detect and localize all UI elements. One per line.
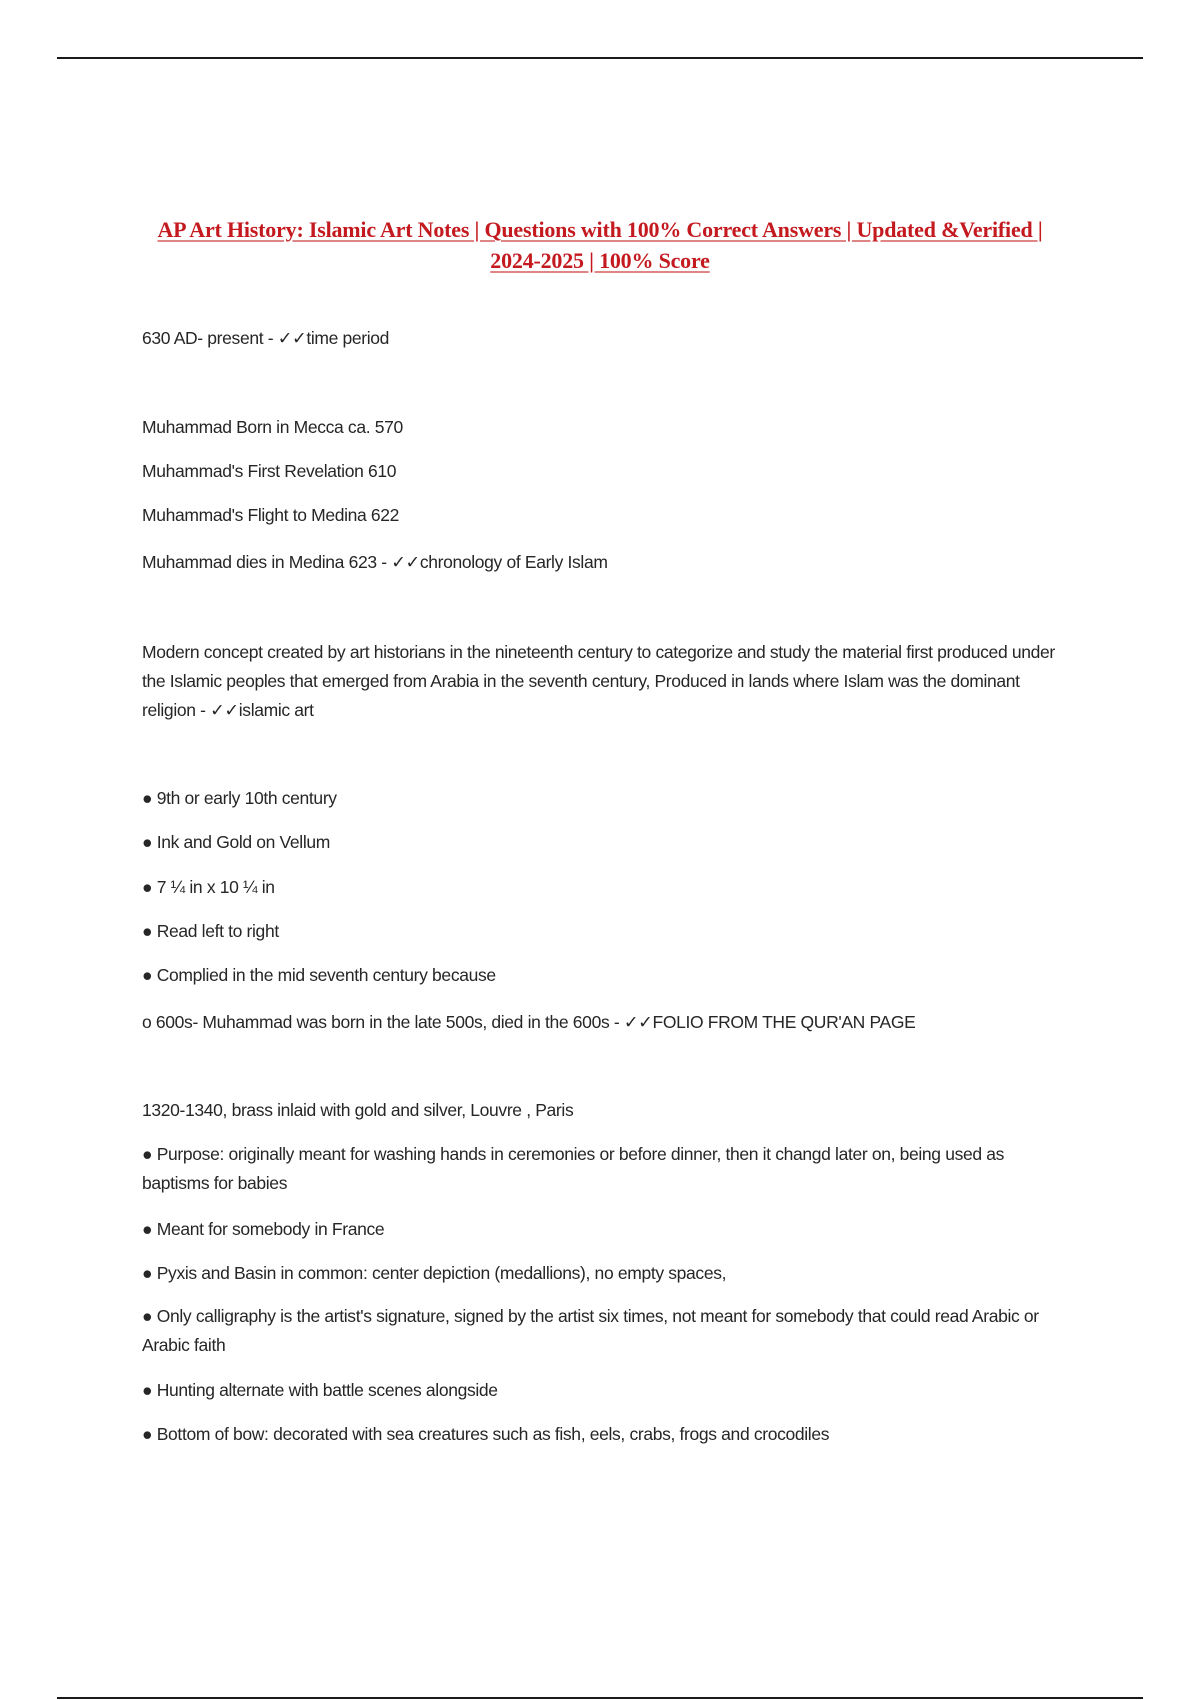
entry-birth: Muhammad Born in Mecca ca. 570 bbox=[142, 417, 403, 437]
bullet-bottom-of-bowl: ● Bottom of bow: decorated with sea creatures such as fish, eels, crabs, frogs and crocodiles bbox=[142, 1424, 830, 1444]
footer-rule bbox=[57, 1697, 1143, 1699]
sub-bullet-folio: o 600s- Muhammad was born in the late 500s, died in the 600s - ✓✓FOLIO FROM THE QUR'AN PAGE bbox=[142, 1012, 916, 1032]
bullet-compiled: ● Complied in the mid seventh century because bbox=[142, 965, 496, 985]
header-rule bbox=[57, 57, 1143, 59]
bullet-france: ● Meant for somebody in France bbox=[142, 1219, 385, 1239]
entry-islamic-art-definition: Modern concept created by art historians in the nineteenth century to categorize and study the material first produced under the Islamic peoples that emerged from Arabia in the seventh century, Produced in lands where Islam was the dominant religion - ✓✓islamic art bbox=[142, 642, 1055, 720]
document-title: AP Art History: Islamic Art Notes | Questions with 100% Correct Answers | Updated &Verified | 2024-2025 | 100% Score bbox=[157, 217, 1043, 273]
bullet-purpose: ● Purpose: originally meant for washing hands in ceremonies or before dinner, then it changd later on, being used as baptisms for babies bbox=[142, 1144, 1005, 1193]
entry-death: Muhammad dies in Medina 623 - ✓✓chronology of Early Islam bbox=[142, 552, 608, 572]
bullet-reading-direction: ● Read left to right bbox=[142, 921, 279, 941]
bullet-pyxis-basin: ● Pyxis and Basin in common: center depiction (medallions), no empty spaces, bbox=[142, 1263, 727, 1283]
bullet-hunting: ● Hunting alternate with battle scenes alongside bbox=[142, 1380, 498, 1400]
bullet-calligraphy: ● Only calligraphy is the artist's signature, signed by the artist six times, not meant for somebody that could read Arabic or Arabic faith bbox=[142, 1306, 1039, 1355]
bullet-medium: ● Ink and Gold on Vellum bbox=[142, 832, 330, 852]
entry-time-period: 630 AD- present - ✓✓time period bbox=[142, 328, 390, 348]
entry-revelation: Muhammad's First Revelation 610 bbox=[142, 461, 397, 481]
entry-basin-details: 1320-1340, brass inlaid with gold and silver, Louvre , Paris bbox=[142, 1100, 574, 1120]
bullet-century: ● 9th or early 10th century bbox=[142, 788, 337, 808]
entry-flight: Muhammad's Flight to Medina 622 bbox=[142, 505, 400, 525]
bullet-dimensions: ● 7 ¼ in x 10 ¼ in bbox=[142, 877, 275, 897]
